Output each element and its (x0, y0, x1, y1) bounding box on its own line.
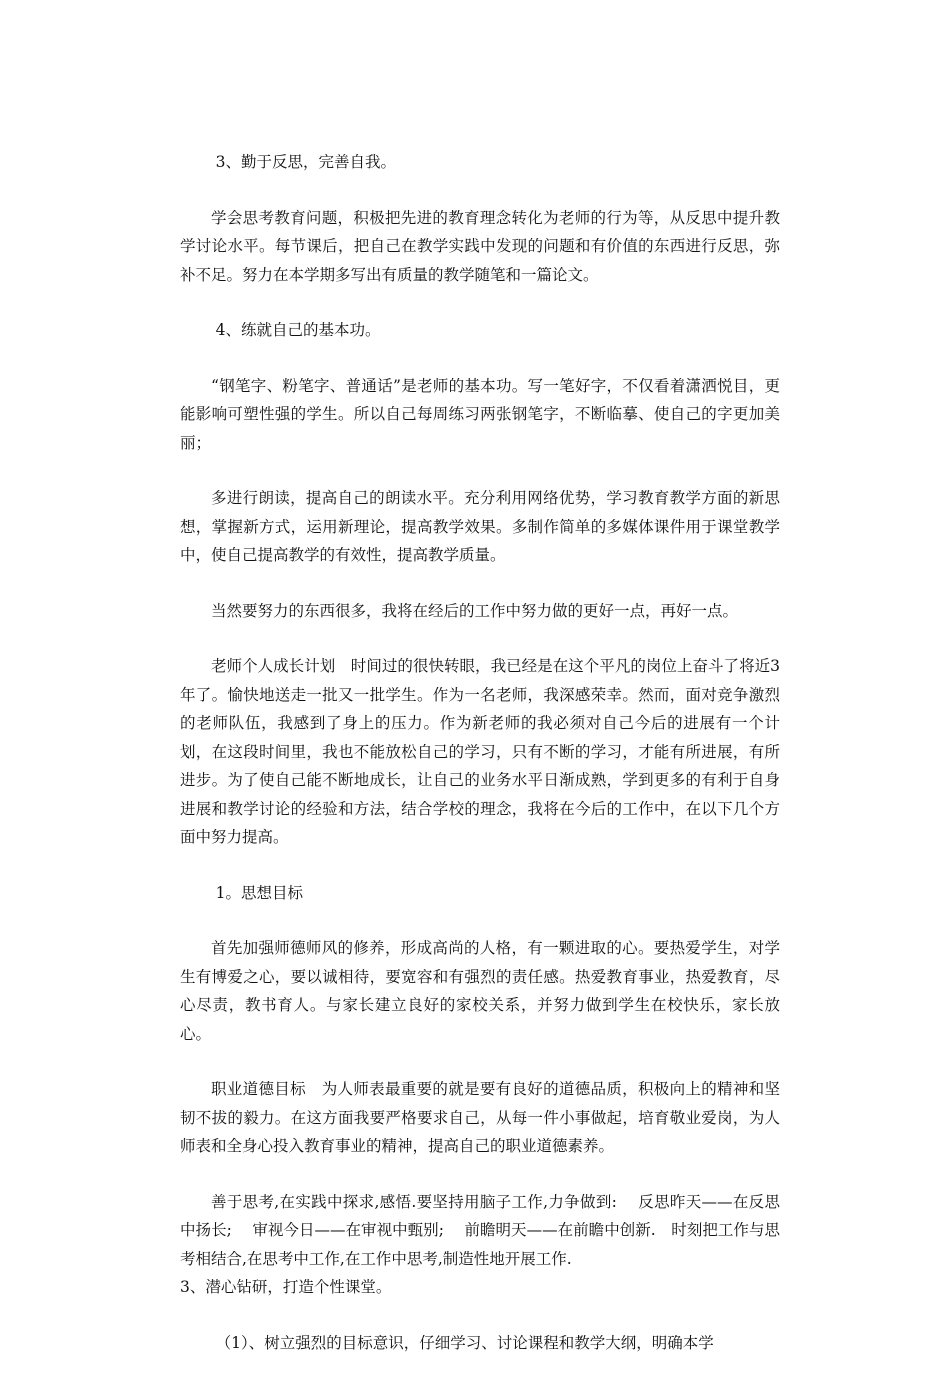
paragraph-thinking: 善于思考,在实践中探求,感悟.要坚持用脑子工作,力争做到: 反思昨天——在反思中扬长; 审视今日——在审视中甄别; 前瞻明天——在前瞻中创新. 时刻把工作与思考相结合,在思考中工作,在工作中思考,制造性地开展工作. (180, 1192, 780, 1268)
paragraph-handwriting: “钢笔字、粉笔字、普通话”是老师的基本功。写一笔好字，不仅看着潇洒悦目，更能影响可塑性强的学生。所以自己每周练习两张钢笔字，不断临摹、使自己的字更加美丽； (180, 376, 780, 452)
paragraph-reflection: 学会思考教育问题，积极把先进的教育理念转化为老师的行为等，从反思中提升教学讨论水平。每节课后，把自己在教学实践中发现的问题和有价值的东西进行反思，弥补不足。努力在本学期多写出有质量的教学随笔和一篇论文。 (180, 208, 780, 284)
section-heading-classroom: 3、潜心钻研，打造个性课堂。 (180, 1278, 392, 1296)
section-heading-thought-goals: 1。思想目标 (215, 883, 304, 902)
paragraph-professional-ethics: 职业道德目标 为人师表最重要的就是要有良好的道德品质，积极向上的精神和坚韧不拔的毅力。在这方面我要严格要求自己，从每一件小事做起，培育敬业爱岗，为人师表和全身心投入教育事业的精神，提高自己的职业道德素养。 (180, 1080, 780, 1155)
paragraph-goal-awareness: （1）、树立强烈的目标意识，仔细学习、讨论课程和教学大纲，明确本学 (215, 1333, 714, 1352)
paragraph-reading: 多进行朗读，提高自己的朗读水平。充分利用网络优势，学习教育教学方面的新思想，掌握新方式，运用新理论，提高教学效果。多制作简单的多媒体课件用于课堂教学中，使自己提高教学的有效性，提高教学质量。 (180, 489, 780, 564)
paragraph-ethics: 首先加强师德师风的修养，形成高尚的人格，有一颗进取的心。要热爱学生，对学生有博爱之心，要以诚相待，要宽容和有强烈的责任感。热爱教育事业，热爱教育，尽心尽责，教书育人。与家长建立良好的家校关系，并努力做到学生在校快乐，家长放心。 (180, 939, 780, 1043)
document-body (180, 148, 780, 1384)
section-heading-basic-skills: 4、练就自己的基本功。 (215, 321, 381, 339)
section-heading-reflection: 3、勤于反思，完善自我。 (215, 153, 397, 171)
paragraph-effort: 当然要努力的东西很多，我将在经后的工作中努力做的更好一点，再好一点。 (211, 601, 739, 620)
paragraph-growth-plan: 老师个人成长计划 时间过的很快转眼，我已经是在这个平凡的岗位上奋斗了将近3 年了。愉快地送走一批又一批学生。作为一名老师，我深感荣幸。然而，面对竞争激烈的老师队伍，我感到了身上的压力。作为新老师的我必须对自己今后的进展有一个计划，在这段时间里，我也不能放松自己的学习，只有不断的学习，才能有所进展，有所进步。为了使自己能不断地成长，让自己的业务水平日渐成熟，学到更多的有利于自身进展和教学讨论的经验和方法，结合学校的理念，我将在今后的工作中，在以下几个方面中努力提高。 (180, 657, 780, 846)
